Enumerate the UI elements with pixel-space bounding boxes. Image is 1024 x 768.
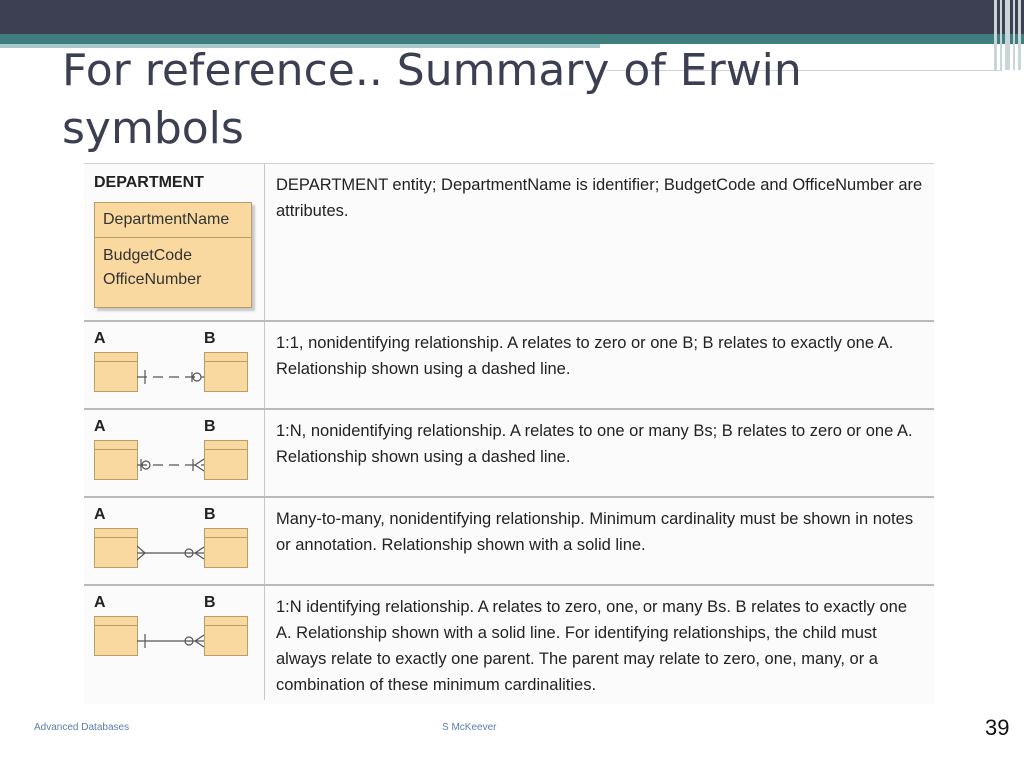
table-row <box>84 586 934 700</box>
entity-b-label: B <box>204 506 216 523</box>
entity-name: DEPARTMENT <box>94 174 204 191</box>
symbol-cell <box>84 164 265 320</box>
symbol-cell <box>84 410 265 496</box>
entity-b-box <box>204 616 248 656</box>
entity-b-box <box>204 528 248 568</box>
row-description: 1:N, nonidentifying relationship. A relates to one or many Bs; B relates to zero or one A. Relationship shown using a dashed line. <box>276 422 913 466</box>
row-description: 1:1, nonidentifying relationship. A relates to zero or one B; B relates to exactly one A. Relationship shown using a dashed line. <box>276 334 894 378</box>
entity-a-box <box>94 616 138 656</box>
identifying-solid-connector <box>137 626 204 656</box>
row-description: DEPARTMENT entity; DepartmentName is identifier; BudgetCode and OfficeNumber are attributes. <box>276 176 923 220</box>
footer-course: Advanced Databases <box>34 722 130 733</box>
entity-b-label: B <box>204 330 216 347</box>
symbol-cell <box>84 586 265 700</box>
entity-b-label: B <box>204 594 216 611</box>
symbol-cell <box>84 498 265 584</box>
entity-a-box <box>94 352 138 392</box>
one-to-one-dashed-connector <box>137 362 204 392</box>
entity-attribute: OfficeNumber <box>103 271 202 288</box>
entity-a-label: A <box>94 330 106 347</box>
entity-a-label: A <box>94 594 106 611</box>
entity-box <box>94 202 252 308</box>
entity-b-box <box>204 352 248 392</box>
erwin-symbols-table <box>84 163 934 704</box>
table-row <box>84 498 934 586</box>
entity-a-box <box>94 440 138 480</box>
entity-key-area <box>95 203 251 238</box>
page-number: 39 <box>985 715 1010 740</box>
slide-title: For reference.. Summary of Erwin symbols <box>62 45 802 154</box>
entity-a-label: A <box>94 506 106 523</box>
entity-a-box <box>94 528 138 568</box>
symbol-cell <box>84 322 265 408</box>
row-description: Many-to-many, nonidentifying relationship. Minimum cardinality must be shown in notes or annotation. Relationship shown with a solid line. <box>276 510 914 554</box>
row-description: 1:N identifying relationship. A relates to zero, one, or many Bs. B relates to exactly one A. Relationship shown with a solid line. For identifying relationships, the child must always relate to exactly one parent. The parent may relate to zero, one, many, or a combination of these minimum cardinalities. <box>276 598 908 694</box>
one-to-many-dashed-connector <box>137 450 204 480</box>
entity-attribute: BudgetCode <box>103 247 192 264</box>
header-bar <box>0 0 1024 34</box>
table-row <box>84 164 934 322</box>
table-row <box>84 410 934 498</box>
table-row <box>84 322 934 410</box>
entity-a-label: A <box>94 418 106 435</box>
entity-identifier: DepartmentName <box>103 211 230 228</box>
entity-b-box <box>204 440 248 480</box>
footer-author: S McKeever <box>442 722 497 733</box>
many-to-many-solid-connector <box>137 538 204 568</box>
entity-b-label: B <box>204 418 216 435</box>
header-right-stripes <box>994 0 1024 70</box>
